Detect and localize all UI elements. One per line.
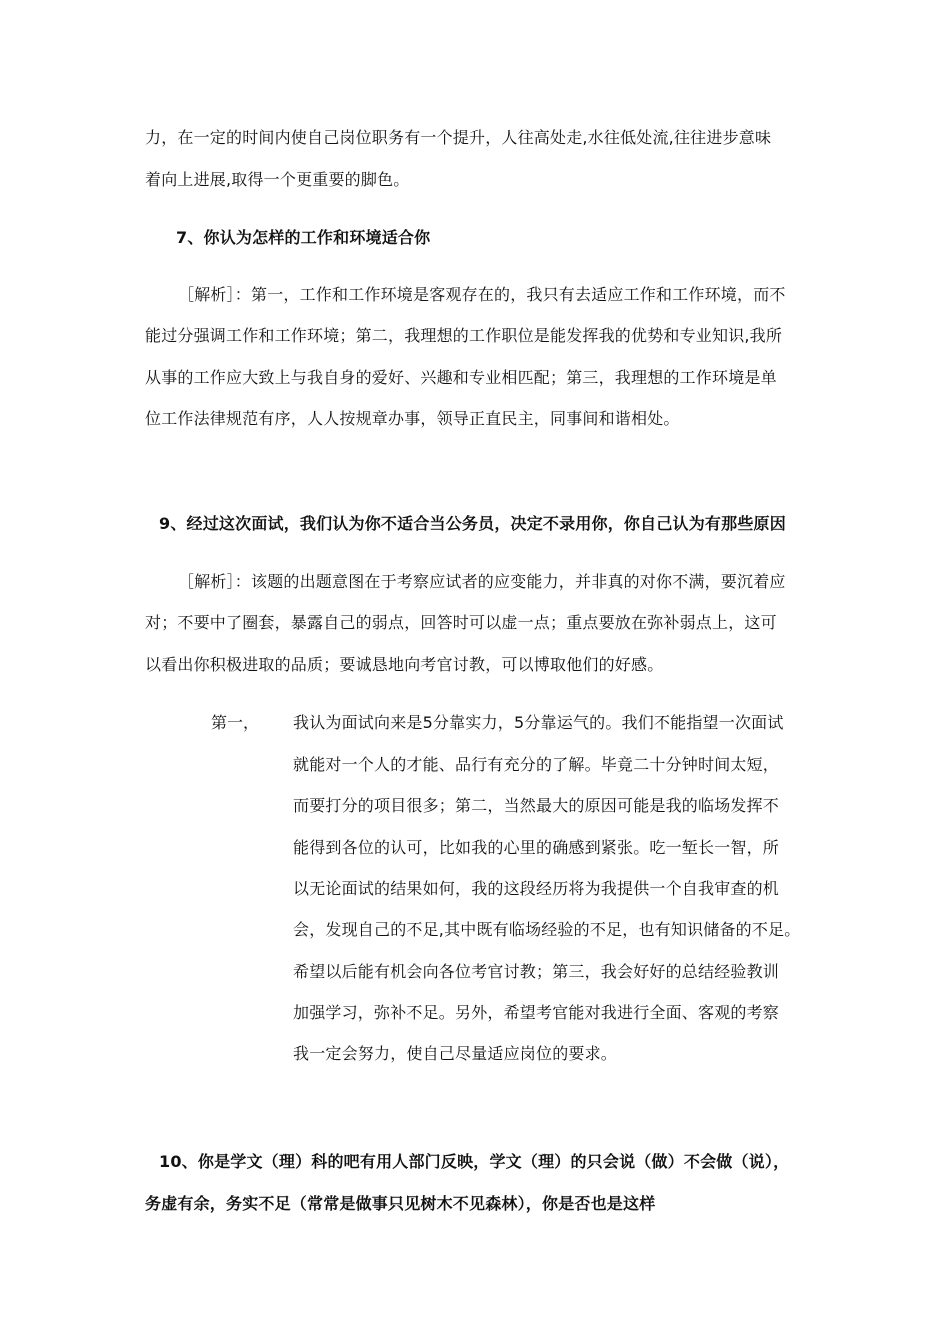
q7-answer-line-1: ［解析］：第一，工作和工作环境是客观存在的，我只有去适应工作和工作环境，而不 <box>178 285 786 304</box>
q9-answer-line-1: ［解析］：该题的出题意图在于考察应试者的应变能力，并非真的对你不满，要沉着应 <box>178 572 786 591</box>
q9-first-line-7: 希望以后能有机会向各位考官讨教；第三，我会好好的总结经验教训 <box>293 962 780 981</box>
q9-first-line-9: 我一定会努力，使自己尽量适应岗位的要求。 <box>293 1044 618 1063</box>
question-9-title: 9、经过这次面试，我们认为你不适合当公务员，决定不录用你，你自己认为有那些原因 <box>159 514 786 533</box>
q9-first-line-1: 我认为面试向来是5分靠实力，5分靠运气的。我们不能指望一次面试 <box>293 713 784 732</box>
q7-answer-line-2: 能过分强调工作和工作环境；第二，我理想的工作职位是能发挥我的优势和专业知识,我所 <box>145 326 783 345</box>
question-10-title-line-2: 务虚有余，务实不足（常常是做事只见树木不见森林），你是否也是这样 <box>145 1194 656 1213</box>
q9-first-line-4: 能得到各位的认可，比如我的心里的确感到紧张。吃一堑长一智，所 <box>293 838 780 857</box>
q9-first-line-3: 而要打分的项目很多；第二，当然最大的原因可能是我的临场发挥不 <box>293 796 780 815</box>
q9-first-line-5: 以无论面试的结果如何，我的这段经历将为我提供一个自我审查的机 <box>293 879 780 898</box>
question-7-title: 7、你认为怎样的工作和环境适合你 <box>176 228 431 247</box>
q9-answer-line-3: 以看出你积极进取的品质；要诚恳地向考官讨教，可以博取他们的好感。 <box>145 655 664 674</box>
q9-first-label: 第一， <box>211 713 260 732</box>
q7-answer-line-4: 位工作法律规范有序，人人按规章办事，领导正直民主，同事间和谐相处。 <box>145 409 680 428</box>
question-10-title-line-1: 10、你是学文（理）科的吧有用人部门反映，学文（理）的只会说（做）不会做（说）， <box>159 1152 790 1171</box>
q9-answer-line-2: 对；不要中了圈套，暴露自己的弱点，回答时可以虚一点；重点要放在弥补弱点上，这可 <box>145 613 777 632</box>
q9-first-line-6: 会，发现自己的不足,其中既有临场经验的不足，也有知识储备的不足。 <box>293 920 801 939</box>
intro-line-1: 力，在一定的时间内使自己岗位职务有一个提升，人往高处走,水往低处流,往往进步意味 <box>145 128 772 147</box>
q9-first-line-2: 就能对一个人的才能、品行有充分的了解。毕竟二十分钟时间太短， <box>293 755 780 774</box>
intro-line-2: 着向上进展,取得一个更重要的脚色。 <box>145 170 410 189</box>
q9-first-line-8: 加强学习，弥补不足。另外，希望考官能对我进行全面、客观的考察 <box>293 1003 780 1022</box>
q7-answer-line-3: 从事的工作应大致上与我自身的爱好、兴趣和专业相匹配；第三，我理想的工作环境是单 <box>145 368 777 387</box>
